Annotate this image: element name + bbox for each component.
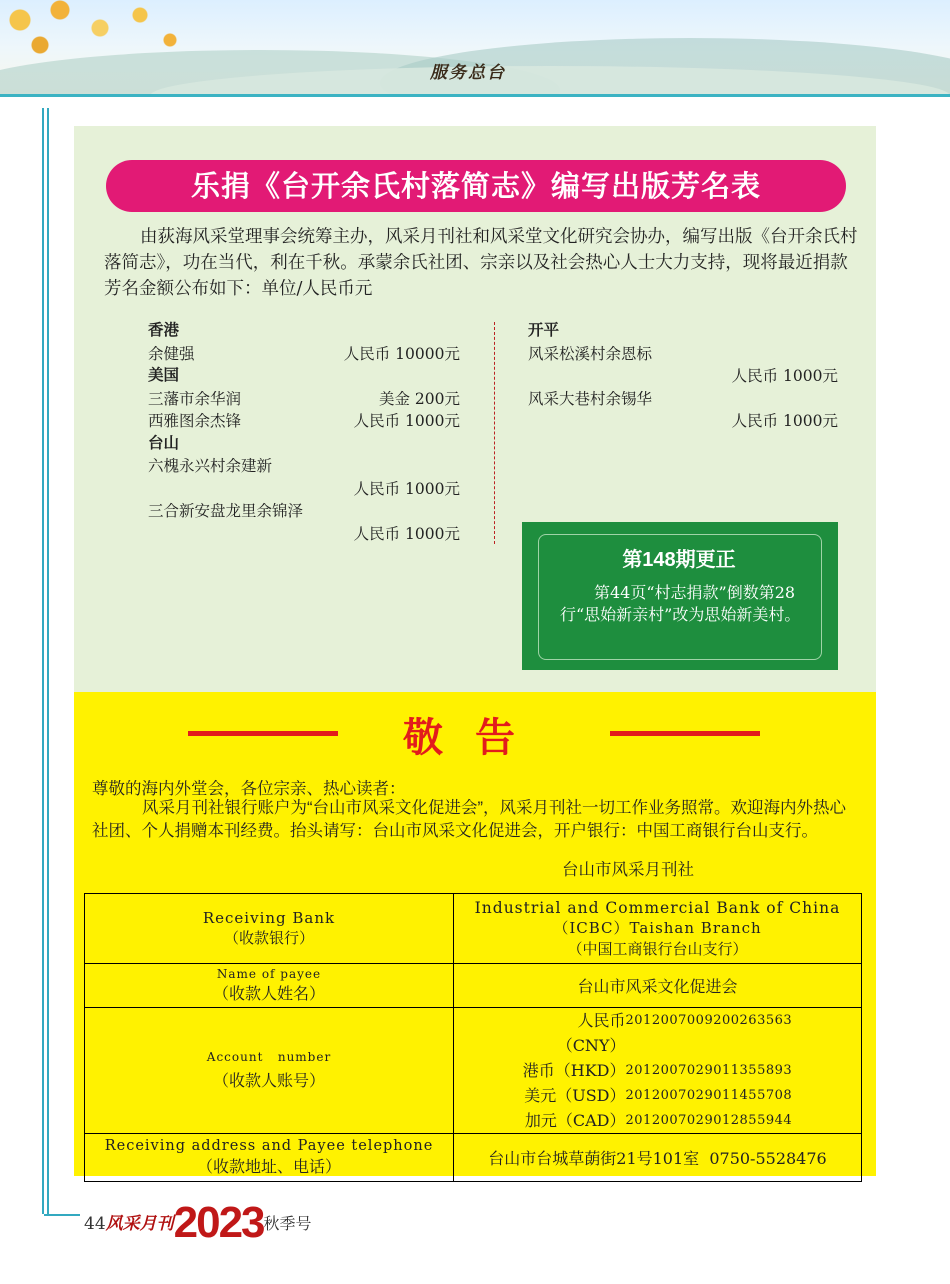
donor-amount: 人民币 1000元 <box>731 412 838 430</box>
section-title: 服务总台 <box>430 63 506 83</box>
region-heading: 台山 <box>148 434 180 452</box>
table-row <box>85 1008 862 1134</box>
account-line: 加元（CAD） 2012007029012855944 <box>524 1111 793 1130</box>
issue-season: 秋季号 <box>263 1214 312 1233</box>
donor-amount: 人民币 1000元 <box>353 479 460 498</box>
left-rule-1 <box>42 108 44 1214</box>
account-line: 美元（USD） 2012007029011455708 <box>524 1086 793 1105</box>
donor-name: 六槐永兴村余建新 <box>148 457 273 475</box>
donor-list-left <box>148 320 460 545</box>
region-heading: 开平 <box>528 322 560 339</box>
table-cell-label: Receiving address and Payee telephone （收款地址、电话） <box>85 1134 454 1182</box>
donor-name: 风采松溪村余恩标 <box>528 344 653 363</box>
donor-amount: 人民币 1000元 <box>353 524 460 543</box>
region-heading: 美国 <box>148 367 180 384</box>
title-rule-right <box>610 731 760 736</box>
title-rule-left <box>188 731 338 736</box>
notice-salutation: 尊敬的海内外堂会，各位宗亲、热心读者： <box>92 780 406 798</box>
header-divider <box>0 94 950 97</box>
table-cell-label: Account number （收款人账号） <box>85 1008 454 1134</box>
donor-row: 西雅图余杰锋 人民币 1000元 <box>148 412 460 430</box>
table-row <box>85 1134 862 1182</box>
donor-row: 三藩市余华润 美金 200元 <box>148 389 460 408</box>
donor-row: 余健强 人民币 10000元 <box>148 344 460 363</box>
left-rule-2 <box>47 108 49 1214</box>
table-row <box>85 964 862 1008</box>
donor-name: 风采大巷村余锡华 <box>528 389 653 408</box>
table-cell-value: Industrial and Commercial Bank of China （ICBC）Taishan Branch （中国工商银行台山支行） <box>454 894 862 964</box>
account-line: 人民币（CNY） 2012007009200263563 <box>556 1011 793 1055</box>
table-cell-value: 台山市台城草蓢街21号101室 0750-5528476 <box>454 1134 862 1182</box>
footer-rule <box>44 1214 80 1216</box>
donor-amount: 人民币 1000元 <box>731 367 838 385</box>
table-cell-label: Receiving Bank （收款银行） <box>85 894 454 964</box>
table-row <box>85 894 862 964</box>
account-line: 港币（HKD） 2012007029011355893 <box>522 1061 793 1080</box>
donor-list-right <box>528 320 838 433</box>
year-logo: 2023 <box>173 1198 264 1247</box>
ginkgo-leaves-decoration <box>0 0 200 70</box>
table-cell-value <box>454 1008 862 1134</box>
table-cell-label: Name of payee （收款人姓名） <box>85 964 454 1008</box>
page-number: 44 <box>84 1214 106 1234</box>
correction-title: 第148期更正 <box>622 549 736 571</box>
notice-signature: 台山市风采月刊社 <box>562 861 694 879</box>
bank-info-table <box>84 893 862 1182</box>
notice-body: 风采月刊社银行账户为“台山市风采文化促进会”，风采月刊社一切工作业务照常。欢迎海内外热心社团、个人捐赠本刊经费。抬头请写：台山市风采文化促进会，开户银行：中国工商银行台山支行。 <box>92 799 846 840</box>
notice-title: 敬告 <box>403 714 547 761</box>
donor-name: 三合新安盘龙里余锦泽 <box>148 502 304 520</box>
column-divider <box>494 322 495 544</box>
page-footer <box>84 1198 312 1248</box>
magazine-name: 风采月刊 <box>105 1214 174 1234</box>
donation-intro: 由荻海风采堂理事会统筹主办，风采月刊社和风采堂文化研究会协办，编写出版《台开余氏村落简志》，功在当代，利在千秋。承蒙余氏社团、宗亲以及社会热心人士大力支持，现将最近捐款芳名金额公布如下：单位/人民币元 <box>104 227 858 299</box>
correction-text: 第44页“村志捐款”倒数第28行“思始新亲村”改为思始新美村。 <box>560 583 801 624</box>
region-heading: 香港 <box>148 322 180 339</box>
table-cell-value: 台山市风采文化促进会 <box>454 964 862 1008</box>
donation-title: 乐捐《台开余氏村落简志》编写出版芳名表 <box>106 160 846 212</box>
